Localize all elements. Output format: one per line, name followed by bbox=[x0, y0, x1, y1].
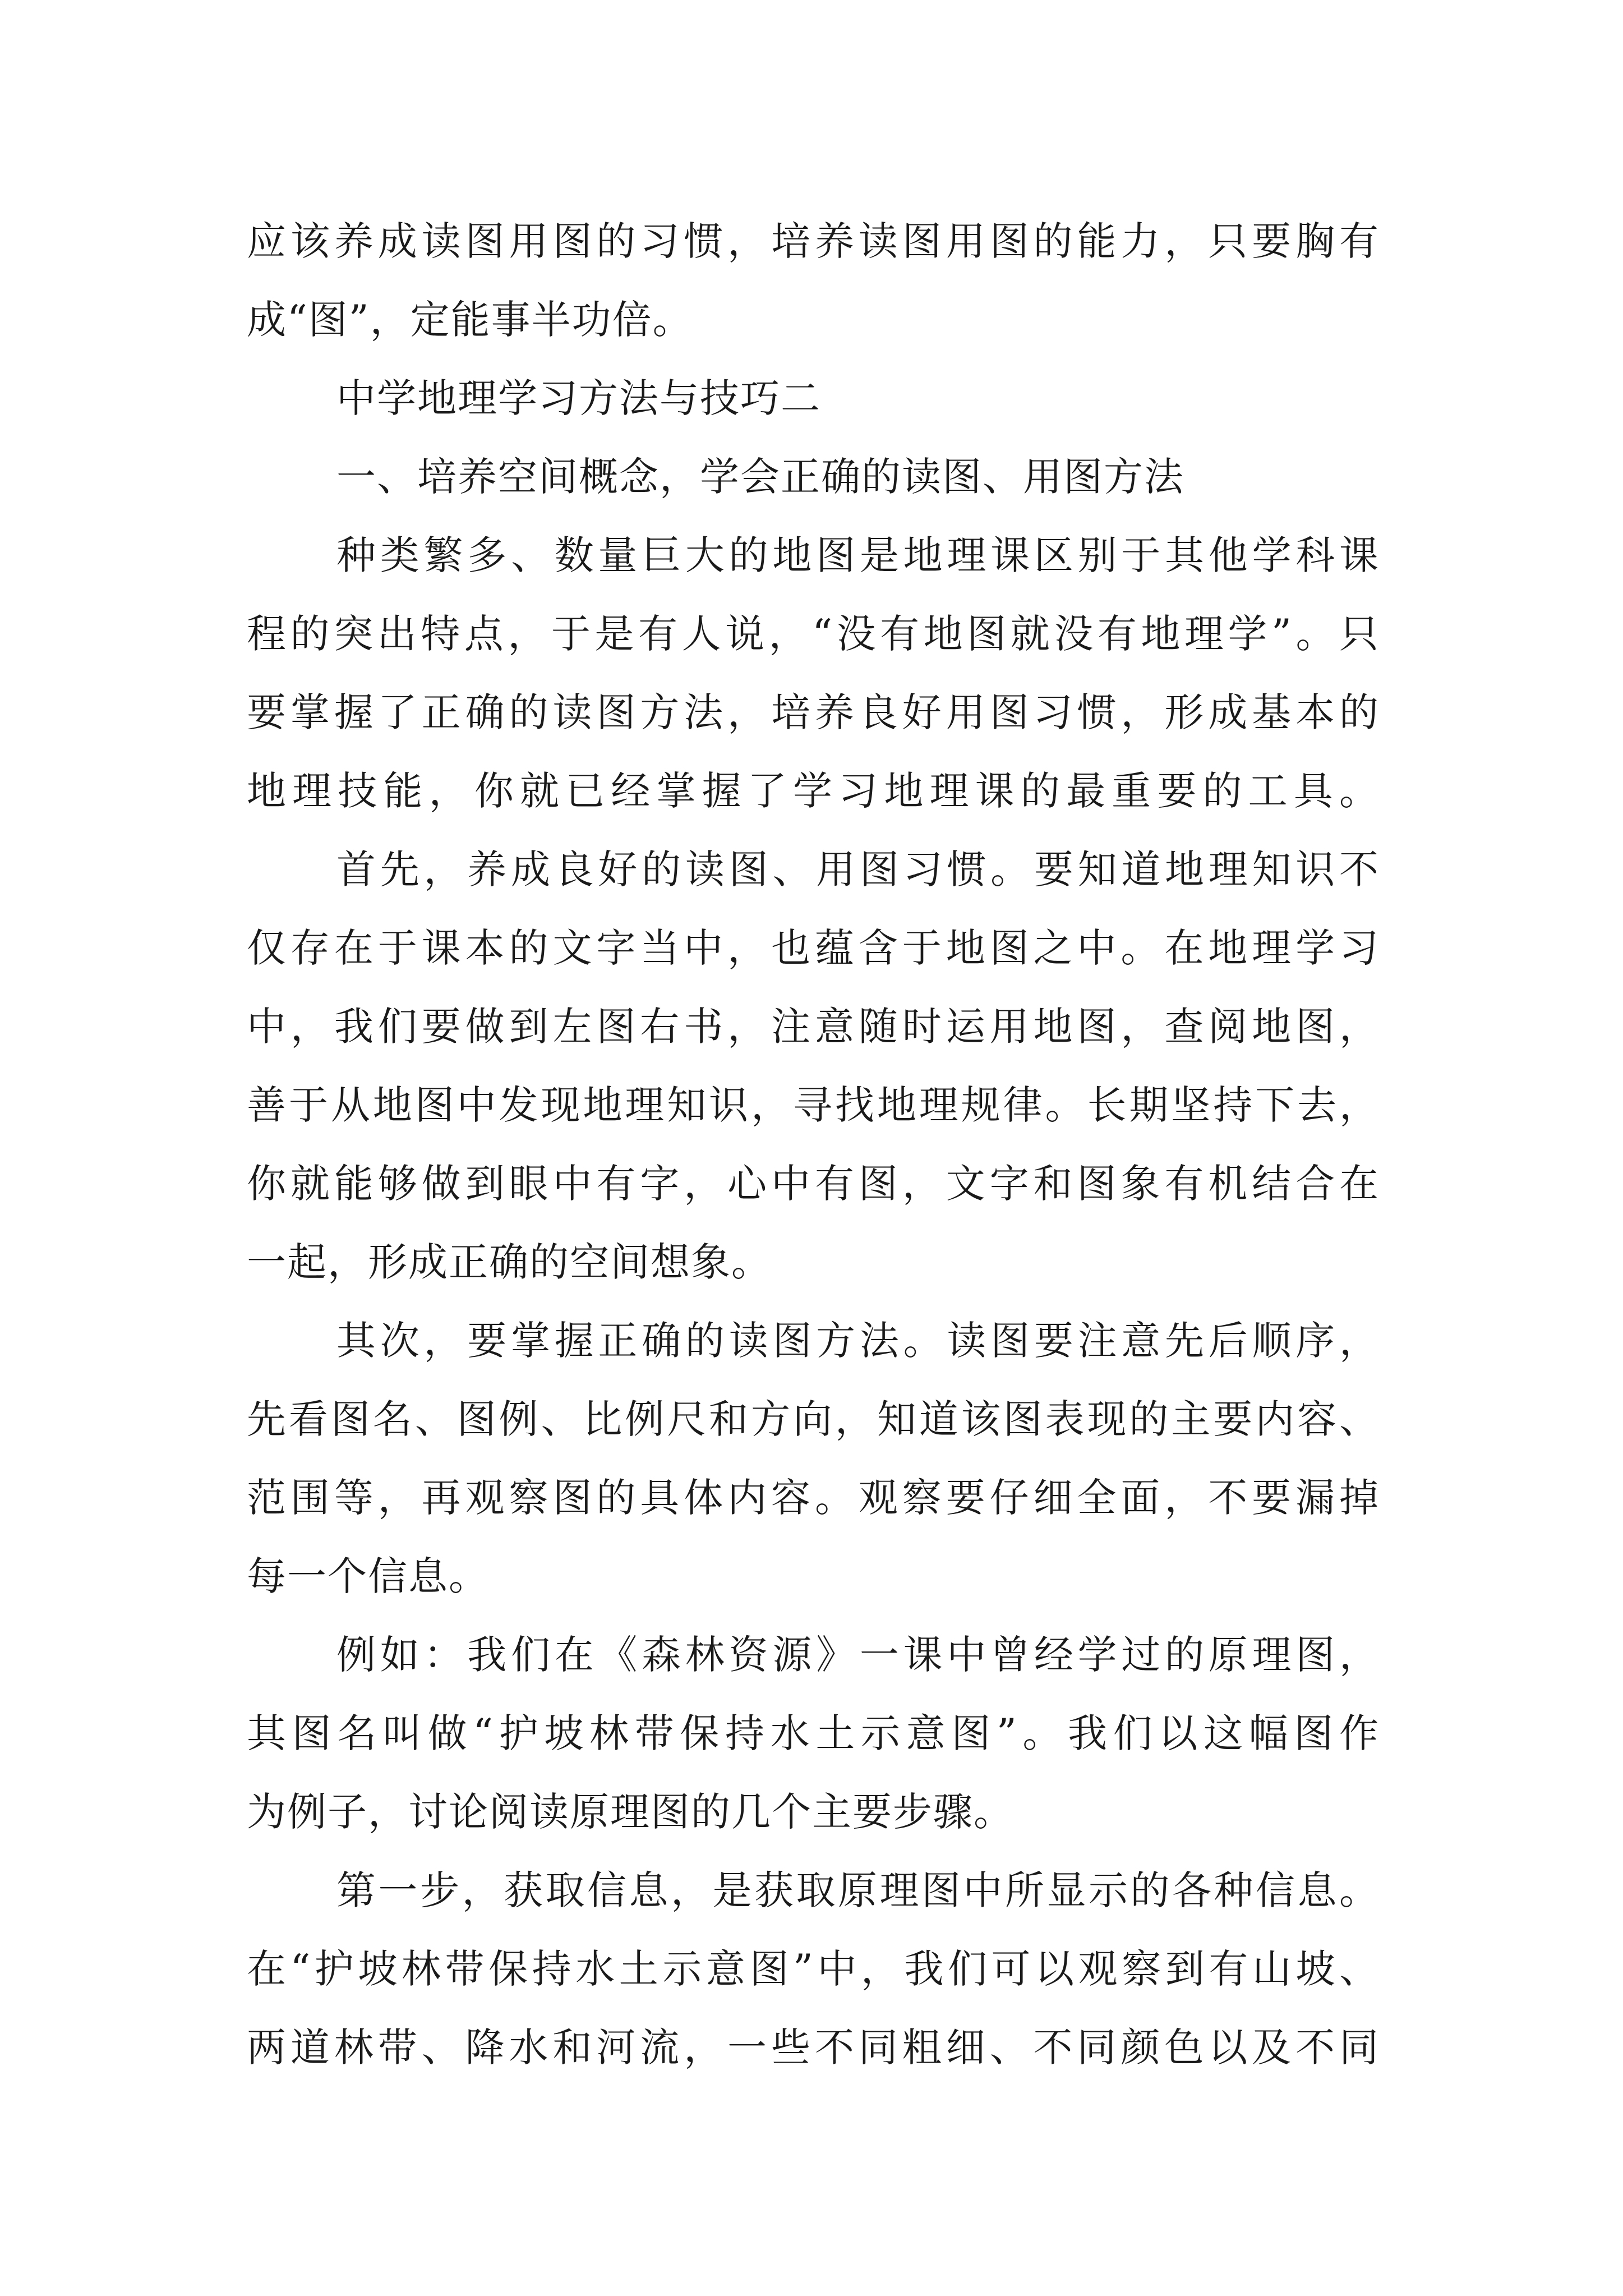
paragraph-line: 程的突出特点，于是有人说，“没有地图就没有地理学”。只 bbox=[247, 611, 1380, 657]
paragraph-line: 两道林带、降水和河流，一些不同粗细、不同颜色以及不同 bbox=[247, 2024, 1380, 2070]
paragraph-line: 其图名叫做“护坡林带保持水土示意图”。我们以这幅图作 bbox=[247, 1710, 1380, 1756]
paragraph-line: 仅存在于课本的文字当中，也蕴含于地图之中。在地理学习 bbox=[247, 925, 1380, 971]
paragraph-line: 善于从地图中发现地理知识，寻找地理规律。长期坚持下去， bbox=[247, 1082, 1380, 1128]
paragraph-line: 为例子，讨论阅读原理图的几个主要步骤。 bbox=[247, 1789, 1014, 1835]
paragraph-line: 先看图名、图例、比例尺和方向，知道该图表现的主要内容、 bbox=[247, 1396, 1380, 1442]
paragraph-line: 地理技能，你就已经掌握了学习地理课的最重要的工具。 bbox=[247, 768, 1380, 814]
paragraph-line: 首先，养成良好的读图、用图习惯。要知道地理知识不 bbox=[336, 846, 1380, 892]
paragraph-line: 种类繁多、数量巨大的地图是地理课区别于其他学科课 bbox=[336, 532, 1380, 578]
paragraph-line: 例如：我们在《森林资源》一课中曾经学过的原理图， bbox=[336, 1632, 1380, 1678]
paragraph-line: 应该养成读图用图的习惯，培养读图用图的能力，只要胸有 bbox=[247, 218, 1380, 264]
paragraph-line: 第一步，获取信息，是获取原理图中所显示的各种信息。 bbox=[336, 1867, 1380, 1913]
paragraph-line: 在“护坡林带保持水土示意图”中，我们可以观察到有山坡、 bbox=[247, 1946, 1380, 1992]
paragraph-line: 中，我们要做到左图右书，注意随时运用地图，查阅地图， bbox=[247, 1004, 1380, 1050]
subsection-heading: 一、培养空间概念，学会正确的读图、用图方法 bbox=[336, 454, 1184, 500]
section-heading: 中学地理学习方法与技巧二 bbox=[336, 375, 821, 421]
paragraph-line: 其次，要掌握正确的读图方法。读图要注意先后顺序， bbox=[336, 1318, 1380, 1364]
paragraph-line: 一起，形成正确的空间想象。 bbox=[247, 1239, 772, 1285]
paragraph-line: 要掌握了正确的读图方法，培养良好用图习惯，形成基本的 bbox=[247, 689, 1380, 735]
paragraph-line: 范围等，再观察图的具体内容。观察要仔细全面，不要漏掉 bbox=[247, 1475, 1380, 1521]
paragraph-line: 成“图”，定能事半功倍。 bbox=[247, 297, 693, 343]
paragraph-line: 你就能够做到眼中有字，心中有图，文字和图象有机结合在 bbox=[247, 1161, 1380, 1207]
paragraph-line: 每一个信息。 bbox=[247, 1553, 489, 1599]
